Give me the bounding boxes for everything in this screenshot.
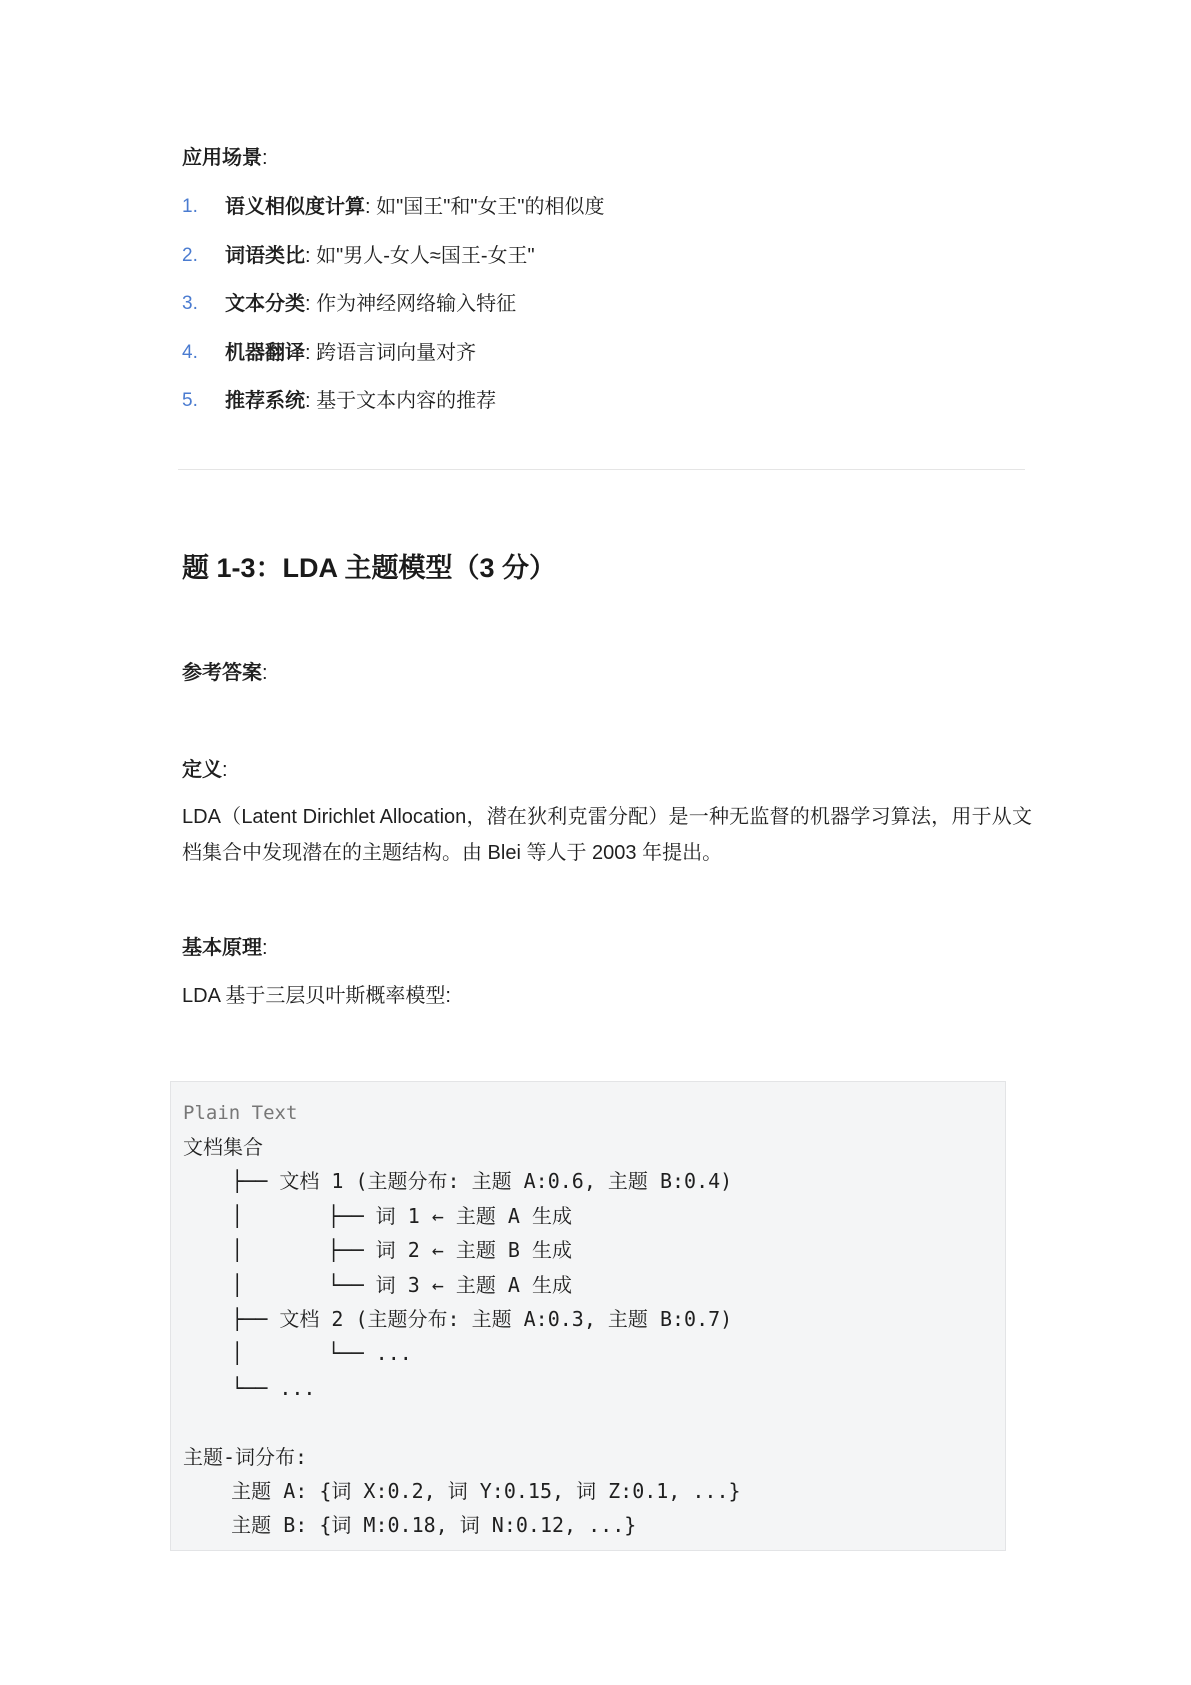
list-number: 3. <box>182 293 198 314</box>
principle-title: 基本原理 <box>182 937 262 959</box>
list-item: 4. 机器翻译: 跨语言词向量对齐 <box>182 339 605 388</box>
item-text: 如"男人-女人≈国王-女王" <box>316 244 535 267</box>
list-number: 1. <box>182 196 198 217</box>
list-number: 4. <box>182 341 198 363</box>
answer-label: 参考答案: <box>182 662 268 684</box>
code-block <box>170 1081 1006 1551</box>
code-content: 文档集合 ├── 文档 1 (主题分布: 主题 A:0.6, 主题 B:0.4) │ ├── 词 1 ← 主题 A 生成 │ ├── 词 2 ← 主题 B 生成 │ └── 词 3 ← 主题 A 生成 ├── 文档 2 (主题分布: 主题 A:0.3, 主题 B:0.7) │ └── ... └── ... 主题-词分布: 主题 A: {词 X:0.2, 词 Y:0.15, 词 Z:0.1, ...} 主题 B: {词 M:0.18, 词 N:0.12, ...} <box>183 1135 741 1538</box>
definition-title: 定义 <box>182 759 222 781</box>
item-term: 文本分类 <box>225 293 305 315</box>
item-term: 机器翻译 <box>225 341 305 364</box>
code-language-label: Plain Text <box>183 1102 298 1124</box>
scenarios-title: 应用场景 <box>182 147 262 169</box>
definition-paragraph: LDA（Latent Dirichlet Allocation，潜在狄利克雷分配）是一种无监督的机器学习算法，用于从文档集合中发现潜在的主题结构。由 Blei 等人于 2003 年提出。 <box>182 806 1032 864</box>
list-number: 5. <box>182 390 198 411</box>
item-text: 跨语言词向量对齐 <box>316 341 477 364</box>
scenarios-label: 应用场景: <box>182 147 268 169</box>
principle-label: 基本原理: <box>182 937 268 959</box>
item-text: 基于文本内容的推荐 <box>316 390 497 412</box>
principle-paragraph: LDA 基于三层贝叶斯概率模型: <box>182 985 451 1007</box>
item-term: 词语类比 <box>225 244 305 267</box>
item-term: 语义相似度计算 <box>225 196 365 218</box>
definition-label: 定义: <box>182 759 228 781</box>
section-divider <box>178 469 1025 470</box>
item-text: 作为神经网络输入特征 <box>316 293 517 315</box>
list-item: 2. 词语类比: 如"男人-女人≈国王-女王" <box>182 242 605 291</box>
item-term: 推荐系统 <box>225 390 305 412</box>
list-item: 5. 推荐系统: 基于文本内容的推荐 <box>182 387 605 436</box>
answer-title: 参考答案 <box>182 662 262 684</box>
scenarios-list <box>182 193 605 436</box>
list-item: 1. 语义相似度计算: 如"国王"和"女王"的相似度 <box>182 193 605 242</box>
list-number: 2. <box>182 244 198 266</box>
item-text: 如"国王"和"女王"的相似度 <box>376 196 605 218</box>
list-item: 3. 文本分类: 作为神经网络输入特征 <box>182 290 605 339</box>
question-heading: 题 1-3：LDA 主题模型（3 分） <box>182 553 557 583</box>
